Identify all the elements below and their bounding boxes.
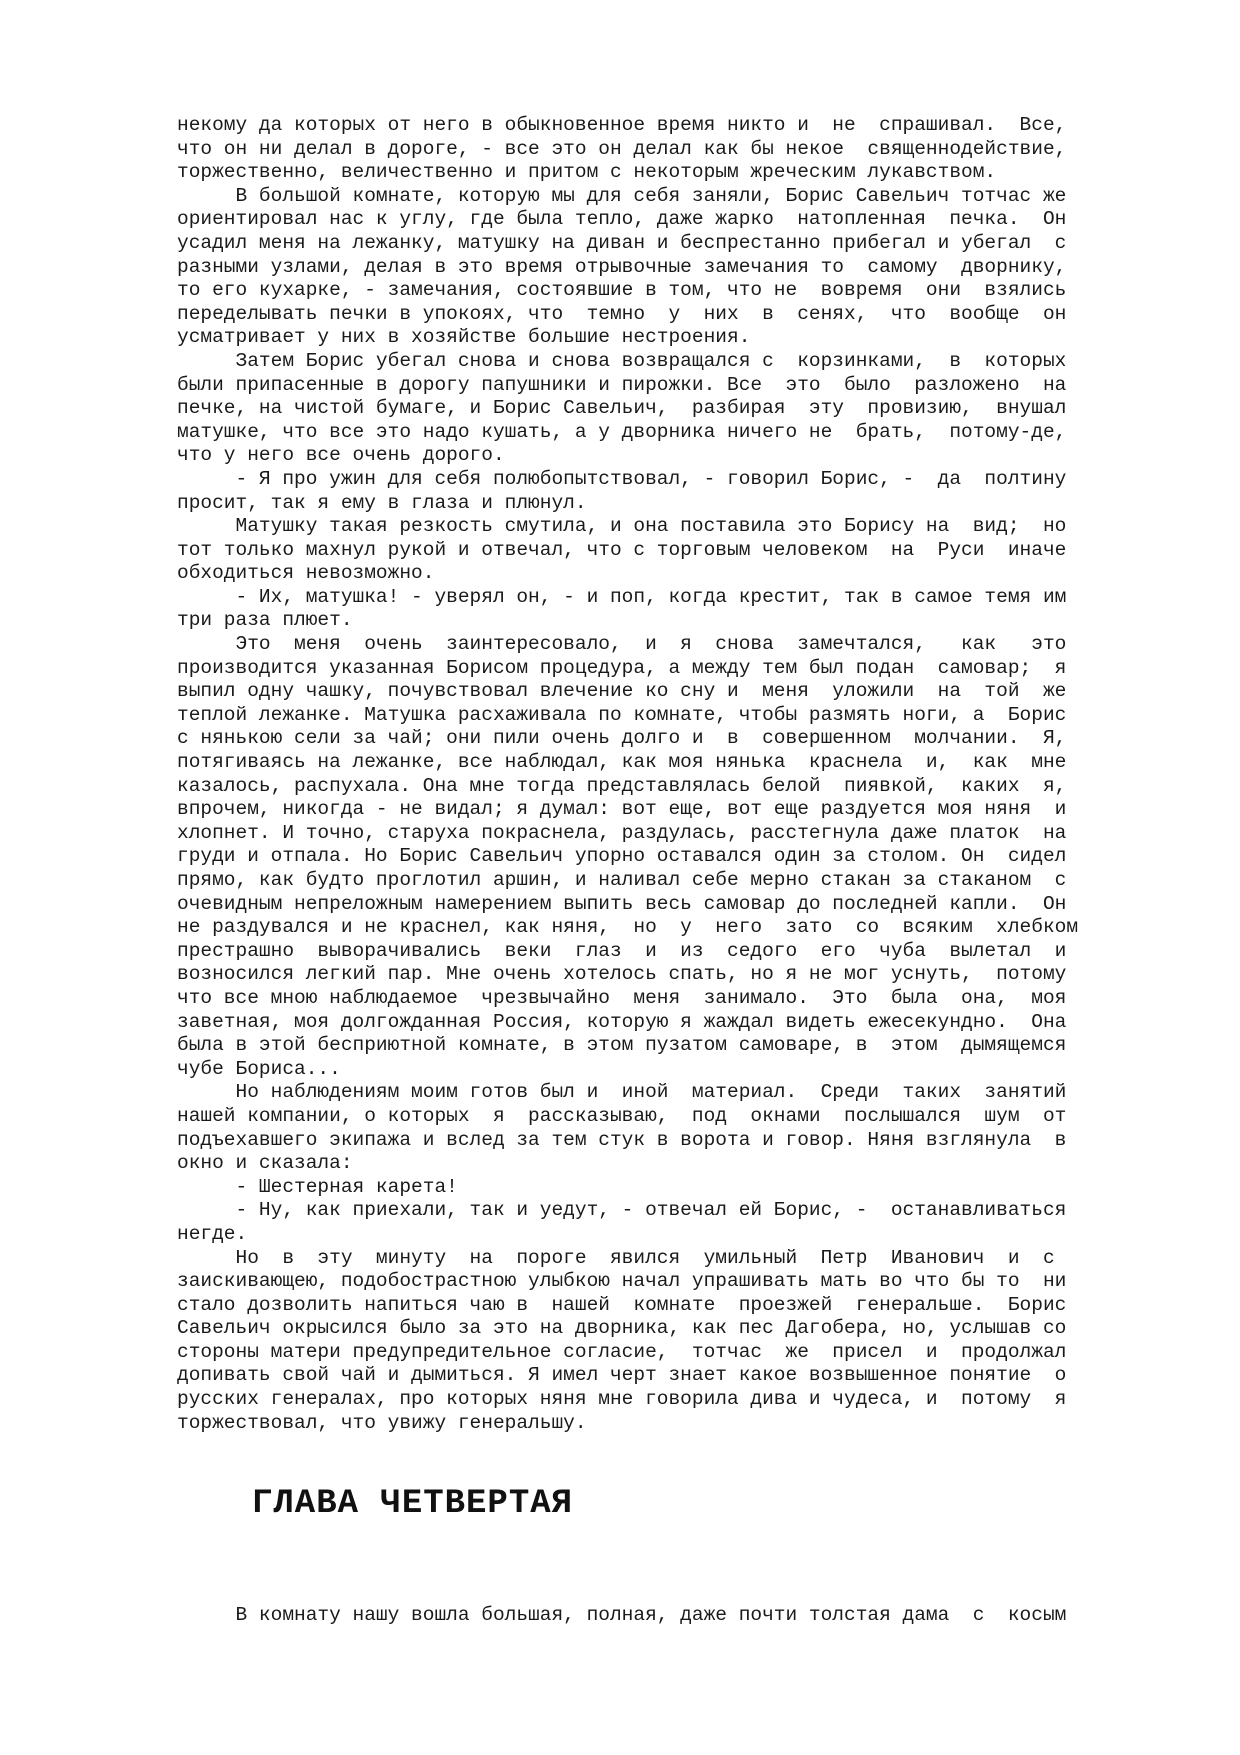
paragraph: - Шестерная карета! [177, 1175, 458, 1198]
paragraph: В большой комнате, которую мы для себя заняли, Борис Савельич тотчас же ориентировал нас к углу, где была тепло, даже жарко натопленная печка. Он усадил меня на лежанку, матушку на диван и беспрестанно прибегал и убегал с разными узлами, делая в это время отрывочные замечания то самому дворнику, то его кухарке, - замечания, состоявшие в том, что не вовремя они взялись переделывать печки в упокоях, что темно у них в сенях, что вообще он усматривает у них в хозяйстве большие нестроения. [177, 184, 1067, 349]
chapter-title: ГЛАВА ЧЕТВЕРТАЯ [252, 1485, 574, 1523]
paragraph: - Я про ужин для себя полюбопытствовал, - говорил Борис, - да полтину просит, так я ему в глаза и плюнул. [177, 467, 1067, 514]
paragraph: Матушку такая резкость смутила, и она поставила это Борису на вид; но тот только махнул рукой и отвечал, что с торговым человеком на Руси иначе обходиться невозможно. [177, 515, 1067, 585]
paragraph: Но в эту минуту на пороге явился умильный Петр Иванович и с заискивающею, подобострастною улыбкою начал упрашивать мать во что бы то ни стало дозволить напиться чаю в нашей комнате проезжей генеральше. Борис Савельич окрысился было за это на дворника, как пес Дагобера, но, услышав со стороны матери предупредительное согласие, тотчас же присел и продолжал допивать свой чай и дымиться. Я имел черт знает какое возвышенное понятие о русских генералах, про которых няня мне говорила дива и чудеса, и потому я торжествовал, что увижу генеральшу. [177, 1246, 1067, 1434]
paragraph: Но наблюдениям моим готов был и иной материал. Среди таких занятий нашей компании, о которых я рассказываю, под окнами послышался шум от подъехавшего экипажа и вслед за тем стук в ворота и говор. Няня взглянула в окно и сказала: [177, 1081, 1067, 1175]
paragraph: - Ну, как приехали, так и уедут, - отвечал ей Борис, - останавливаться негде. [177, 1199, 1067, 1245]
chapter-opening-paragraph: В комнату нашу вошла большая, полная, даже почти толстая дама с косым [177, 1604, 1067, 1626]
paragraph: Это меня очень заинтересовало, и я снова замечтался, как это производится указанная Борисом процедура, а между тем был подан самовар; я выпил одну чашку, почувствовал влечение ко сну и меня уложили на той же теплой лежанке. Матушка расхаживала по комнате, чтобы размять ноги, а Борис с нянькою сели за чай; они пили очень долго и в совершенном молчании. Я, потягиваясь на лежанке, все наблюдал, как моя нянька краснела и, как мне казалось, распухала. Она мне тогда представлялась белой пиявкой, каких я, впрочем, никогда - не видал; я думал: вот еще, вот еще раздуется моя няня и хлопнет. И точно, старуха покраснела, раздулась, расстегнула даже платок на груди и отпала. Но Борис Савельич упорно оставался один за столом. Он сидел прямо, как будто проглотил аршин, и наливал себе мерно стакан за стаканом с очевидным непреложным намерением выпить весь самовар до последней капли. Он не раздувался и не краснел, как няня, но у него зато со всяким хлебком престрашно выворачивались веки глаз и из седого его чуба вылетал и возносился легкий пар. Мне очень хотелось спать, но я не мог уснуть, потому что все мною наблюдаемое чрезвычайно меня занимало. Это была она, моя заветная, моя долгожданная Россия, которую я жаждал видеть ежесекундно. Она была в этой бесприютной комнате, в этом пузатом самоваре, в этом дымящемся чубе Бориса... [177, 633, 1079, 1080]
body-text [177, 114, 1137, 1435]
paragraph: некому да которых от него в обыкновенное время никто и не спрашивал. Все, что он ни делал в дороге, - все это он делал как бы некое священнодействие, торжественно, величественно и притом с некоторым жреческим лукавством. [177, 114, 1067, 184]
paragraph: Затем Борис убегал снова и снова возвращался с корзинками, в которых были припасенные в дорогу папушники и пирожки. Все это было разложено на печке, на чистой бумаге, и Борис Савельич, разбирая эту провизию, внушал матушке, что все это надо кушать, а у дворника ничего не брать, потому-де, что у него все очень дорого. [177, 349, 1067, 467]
paragraph: - Их, матушка! - уверял он, - и поп, когда крестит, так в самое темя им три раза плюет. [177, 585, 1067, 632]
